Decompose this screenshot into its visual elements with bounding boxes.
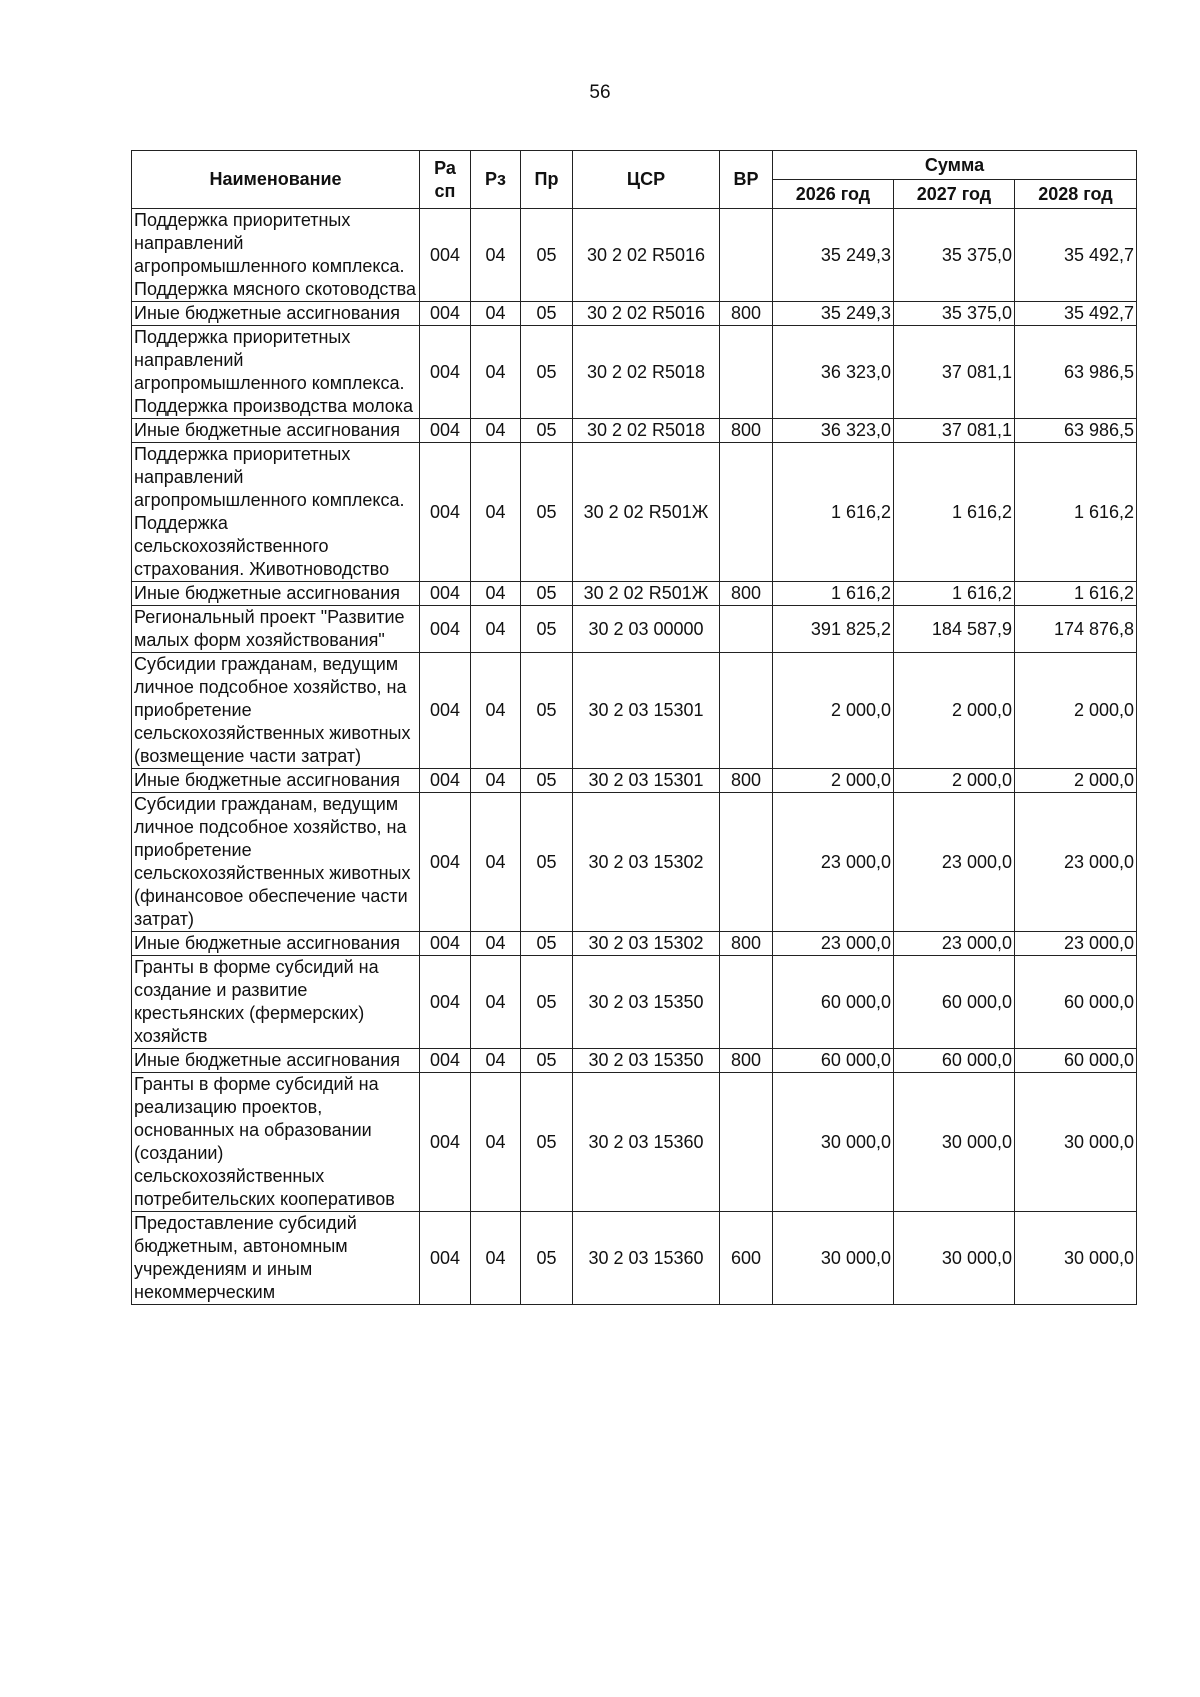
cell-name: Иные бюджетные ассигнования xyxy=(132,1049,420,1073)
cell-csr: 30 2 03 15302 xyxy=(573,932,720,956)
header-pr: Пр xyxy=(521,151,573,209)
cell-vr: 800 xyxy=(720,769,773,793)
cell-2026: 2 000,0 xyxy=(773,769,894,793)
cell-2027: 60 000,0 xyxy=(894,1049,1015,1073)
cell-rz: 04 xyxy=(471,582,521,606)
cell-rz: 04 xyxy=(471,443,521,582)
cell-rasp: 004 xyxy=(420,1212,471,1305)
budget-table xyxy=(131,150,1137,1305)
cell-name: Субсидии гражданам, ведущим личное подсобное хозяйство, на приобретение сельскохозяйственных животных (возмещение части затрат) xyxy=(132,653,420,769)
cell-rz: 04 xyxy=(471,793,521,932)
cell-name: Поддержка приоритетных направлений агропромышленного комплекса. Поддержка сельскохозяйственного страхования. Животноводство xyxy=(132,443,420,582)
cell-2027: 1 616,2 xyxy=(894,582,1015,606)
cell-2028: 35 492,7 xyxy=(1015,209,1137,302)
header-name: Наименование xyxy=(132,151,420,209)
cell-rasp: 004 xyxy=(420,932,471,956)
cell-vr xyxy=(720,793,773,932)
cell-pr: 05 xyxy=(521,582,573,606)
cell-2028: 2 000,0 xyxy=(1015,653,1137,769)
cell-rz: 04 xyxy=(471,419,521,443)
header-2027: 2027 год xyxy=(894,180,1015,209)
cell-2026: 2 000,0 xyxy=(773,653,894,769)
cell-name: Иные бюджетные ассигнования xyxy=(132,582,420,606)
cell-csr: 30 2 02 R5018 xyxy=(573,326,720,419)
cell-vr: 800 xyxy=(720,582,773,606)
cell-2027: 184 587,9 xyxy=(894,606,1015,653)
cell-vr xyxy=(720,326,773,419)
cell-csr: 30 2 03 15360 xyxy=(573,1073,720,1212)
cell-pr: 05 xyxy=(521,209,573,302)
cell-rasp: 004 xyxy=(420,209,471,302)
cell-rz: 04 xyxy=(471,1073,521,1212)
cell-pr: 05 xyxy=(521,956,573,1049)
cell-vr: 800 xyxy=(720,419,773,443)
table-row xyxy=(132,1073,1137,1212)
cell-vr: 800 xyxy=(720,932,773,956)
cell-2028: 30 000,0 xyxy=(1015,1073,1137,1212)
cell-name: Гранты в форме субсидий на реализацию проектов, основанных на образовании (создании) сельскохозяйственных потребительских кооперативов xyxy=(132,1073,420,1212)
cell-name: Иные бюджетные ассигнования xyxy=(132,769,420,793)
header-csr: ЦСР xyxy=(573,151,720,209)
cell-name: Субсидии гражданам, ведущим личное подсобное хозяйство, на приобретение сельскохозяйственных животных (финансовое обеспечение части затрат) xyxy=(132,793,420,932)
cell-rz: 04 xyxy=(471,606,521,653)
cell-2028: 2 000,0 xyxy=(1015,769,1137,793)
cell-csr: 30 2 03 15301 xyxy=(573,769,720,793)
cell-2026: 60 000,0 xyxy=(773,1049,894,1073)
header-rasp: Ра сп xyxy=(420,151,471,209)
cell-2027: 2 000,0 xyxy=(894,769,1015,793)
cell-rasp: 004 xyxy=(420,653,471,769)
cell-rasp: 004 xyxy=(420,326,471,419)
cell-vr xyxy=(720,606,773,653)
cell-2027: 30 000,0 xyxy=(894,1073,1015,1212)
cell-rasp: 004 xyxy=(420,1049,471,1073)
cell-pr: 05 xyxy=(521,606,573,653)
cell-2027: 23 000,0 xyxy=(894,932,1015,956)
cell-vr xyxy=(720,209,773,302)
cell-csr: 30 2 03 15301 xyxy=(573,653,720,769)
cell-rz: 04 xyxy=(471,932,521,956)
cell-rz: 04 xyxy=(471,1212,521,1305)
table-row xyxy=(132,302,1137,326)
cell-rasp: 004 xyxy=(420,302,471,326)
cell-rasp: 004 xyxy=(420,769,471,793)
cell-csr: 30 2 02 R5018 xyxy=(573,419,720,443)
cell-2028: 23 000,0 xyxy=(1015,932,1137,956)
cell-2028: 30 000,0 xyxy=(1015,1212,1137,1305)
cell-name: Поддержка приоритетных направлений агропромышленного комплекса. Поддержка производства молока xyxy=(132,326,420,419)
table-row xyxy=(132,209,1137,302)
cell-csr: 30 2 02 R501Ж xyxy=(573,582,720,606)
cell-rz: 04 xyxy=(471,326,521,419)
cell-rasp: 004 xyxy=(420,582,471,606)
cell-2027: 2 000,0 xyxy=(894,653,1015,769)
cell-vr: 800 xyxy=(720,1049,773,1073)
cell-2027: 60 000,0 xyxy=(894,956,1015,1049)
cell-csr: 30 2 03 15302 xyxy=(573,793,720,932)
cell-vr xyxy=(720,443,773,582)
cell-name: Региональный проект "Развитие малых форм хозяйствования" xyxy=(132,606,420,653)
header-2026: 2026 год xyxy=(773,180,894,209)
cell-2028: 35 492,7 xyxy=(1015,302,1137,326)
cell-rz: 04 xyxy=(471,302,521,326)
cell-2026: 1 616,2 xyxy=(773,443,894,582)
cell-rz: 04 xyxy=(471,209,521,302)
cell-2026: 23 000,0 xyxy=(773,793,894,932)
cell-csr: 30 2 03 15350 xyxy=(573,1049,720,1073)
cell-csr: 30 2 02 R5016 xyxy=(573,302,720,326)
cell-pr: 05 xyxy=(521,443,573,582)
cell-2028: 60 000,0 xyxy=(1015,956,1137,1049)
cell-rasp: 004 xyxy=(420,793,471,932)
header-sum: Сумма xyxy=(773,151,1137,180)
table-row xyxy=(132,582,1137,606)
cell-name: Гранты в форме субсидий на создание и развитие крестьянских (фермерских) хозяйств xyxy=(132,956,420,1049)
cell-rz: 04 xyxy=(471,956,521,1049)
table-row xyxy=(132,932,1137,956)
header-2028: 2028 год xyxy=(1015,180,1137,209)
cell-2027: 35 375,0 xyxy=(894,209,1015,302)
cell-2026: 60 000,0 xyxy=(773,956,894,1049)
cell-pr: 05 xyxy=(521,1073,573,1212)
cell-2026: 30 000,0 xyxy=(773,1073,894,1212)
table-row xyxy=(132,653,1137,769)
table-row xyxy=(132,326,1137,419)
cell-name: Поддержка приоритетных направлений агропромышленного комплекса. Поддержка мясного скотоводства xyxy=(132,209,420,302)
cell-2026: 36 323,0 xyxy=(773,326,894,419)
cell-2026: 30 000,0 xyxy=(773,1212,894,1305)
cell-2027: 30 000,0 xyxy=(894,1212,1015,1305)
cell-2028: 174 876,8 xyxy=(1015,606,1137,653)
cell-pr: 05 xyxy=(521,302,573,326)
cell-csr: 30 2 02 R501Ж xyxy=(573,443,720,582)
cell-2026: 35 249,3 xyxy=(773,302,894,326)
cell-2027: 35 375,0 xyxy=(894,302,1015,326)
table-row xyxy=(132,1049,1137,1073)
cell-2026: 36 323,0 xyxy=(773,419,894,443)
cell-2027: 1 616,2 xyxy=(894,443,1015,582)
cell-2026: 1 616,2 xyxy=(773,582,894,606)
cell-2027: 37 081,1 xyxy=(894,326,1015,419)
cell-2028: 63 986,5 xyxy=(1015,419,1137,443)
cell-vr xyxy=(720,1073,773,1212)
cell-pr: 05 xyxy=(521,769,573,793)
table-row xyxy=(132,443,1137,582)
cell-2026: 23 000,0 xyxy=(773,932,894,956)
cell-name: Иные бюджетные ассигнования xyxy=(132,302,420,326)
cell-rasp: 004 xyxy=(420,956,471,1049)
cell-2028: 1 616,2 xyxy=(1015,443,1137,582)
table-row xyxy=(132,606,1137,653)
header-vr: ВР xyxy=(720,151,773,209)
cell-2027: 23 000,0 xyxy=(894,793,1015,932)
cell-pr: 05 xyxy=(521,326,573,419)
cell-rasp: 004 xyxy=(420,606,471,653)
table-row xyxy=(132,956,1137,1049)
cell-pr: 05 xyxy=(521,793,573,932)
cell-2027: 37 081,1 xyxy=(894,419,1015,443)
cell-csr: 30 2 03 15350 xyxy=(573,956,720,1049)
cell-csr: 30 2 03 00000 xyxy=(573,606,720,653)
cell-rasp: 004 xyxy=(420,443,471,582)
table-row xyxy=(132,793,1137,932)
cell-2028: 63 986,5 xyxy=(1015,326,1137,419)
cell-2028: 23 000,0 xyxy=(1015,793,1137,932)
cell-csr: 30 2 02 R5016 xyxy=(573,209,720,302)
table-body xyxy=(132,209,1137,1305)
cell-name: Иные бюджетные ассигнования xyxy=(132,419,420,443)
cell-rasp: 004 xyxy=(420,1073,471,1212)
cell-vr xyxy=(720,956,773,1049)
cell-2028: 1 616,2 xyxy=(1015,582,1137,606)
cell-rz: 04 xyxy=(471,769,521,793)
cell-pr: 05 xyxy=(521,419,573,443)
cell-pr: 05 xyxy=(521,1049,573,1073)
cell-rz: 04 xyxy=(471,653,521,769)
cell-vr xyxy=(720,653,773,769)
table-header xyxy=(132,151,1137,209)
cell-2026: 391 825,2 xyxy=(773,606,894,653)
table-row xyxy=(132,419,1137,443)
header-rz: Рз xyxy=(471,151,521,209)
cell-name: Предоставление субсидий бюджетным, автономным учреждениям и иным некоммерческим xyxy=(132,1212,420,1305)
cell-2026: 35 249,3 xyxy=(773,209,894,302)
page-number: 56 xyxy=(589,82,611,103)
cell-vr: 800 xyxy=(720,302,773,326)
cell-rasp: 004 xyxy=(420,419,471,443)
table-row xyxy=(132,1212,1137,1305)
cell-csr: 30 2 03 15360 xyxy=(573,1212,720,1305)
cell-name: Иные бюджетные ассигнования xyxy=(132,932,420,956)
cell-pr: 05 xyxy=(521,653,573,769)
cell-pr: 05 xyxy=(521,932,573,956)
cell-pr: 05 xyxy=(521,1212,573,1305)
cell-vr: 600 xyxy=(720,1212,773,1305)
cell-rz: 04 xyxy=(471,1049,521,1073)
table-row xyxy=(132,769,1137,793)
cell-2028: 60 000,0 xyxy=(1015,1049,1137,1073)
